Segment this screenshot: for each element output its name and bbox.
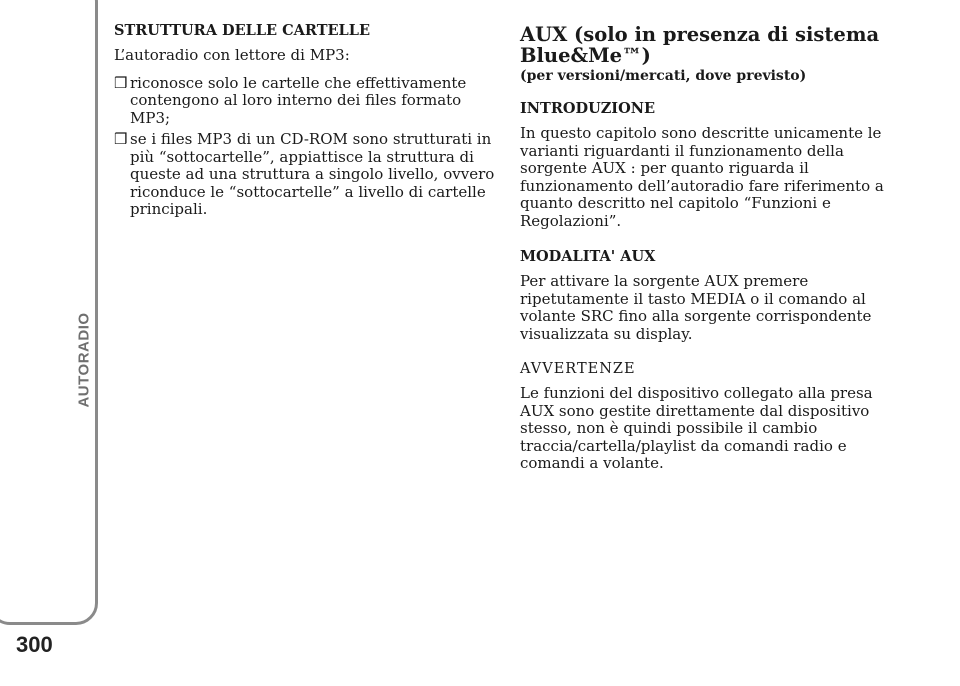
- page-title: AUX (solo in presenza di sistema Blue&Me™): [520, 23, 880, 67]
- section-heading-folder-structure: STRUTTURA DELLE CARTELLE: [114, 22, 371, 39]
- list-item-text: riconosce solo le cartelle che effettivamente contengono al loro interno dei files formato MP3;: [130, 73, 467, 127]
- chapter-label: AUTORADIO: [75, 312, 93, 408]
- section-text-aux-mode: Per attivare la sorgente AUX premere ripetutamente il tasto MEDIA o il comando al volante SRC fino alla sorgente corrispondente visualizzata su display.: [520, 272, 872, 343]
- list-item-text: se i files MP3 di un CD-ROM sono strutturati in più “sottocartelle”, appiattisce la struttura di queste ad una struttura a singolo livello, ovvero riconduce le “sottocartelle” a livello di cartelle principali.: [130, 130, 495, 218]
- section-heading-aux-mode: MODALITA' AUX: [520, 248, 656, 265]
- checkbox-bullet-icon: ❒: [114, 73, 128, 92]
- section-text-warnings: Le funzioni del dispositivo collegato alla presa AUX sono gestite direttamente dal dispositivo stesso, non è quindi possibile il cambio traccia/cartella/playlist da comandi radio e comandi a volante.: [520, 384, 873, 472]
- checkbox-bullet-icon: ❒: [114, 130, 128, 148]
- list-item: [114, 131, 502, 219]
- right-column: [520, 24, 900, 483]
- intro-text: L’autoradio con lettore di MP3:: [114, 46, 350, 64]
- page-subtitle: (per versioni/mercati, dove previsto): [520, 68, 807, 84]
- section-heading-introduction: INTRODUZIONE: [520, 100, 656, 117]
- page-number: 300: [16, 632, 53, 657]
- section-heading-warnings: AVVERTENZE: [520, 361, 636, 377]
- left-column: [114, 22, 502, 223]
- list-item: [114, 75, 502, 128]
- section-text-introduction: In questo capitolo sono descritte unicamente le varianti riguardanti il funzionamento della sorgente AUX : per quanto riguarda il funzionamento dell’autoradio fare riferimento a quanto descritto nel capitolo “Funzioni e Regolazioni”.: [520, 124, 884, 230]
